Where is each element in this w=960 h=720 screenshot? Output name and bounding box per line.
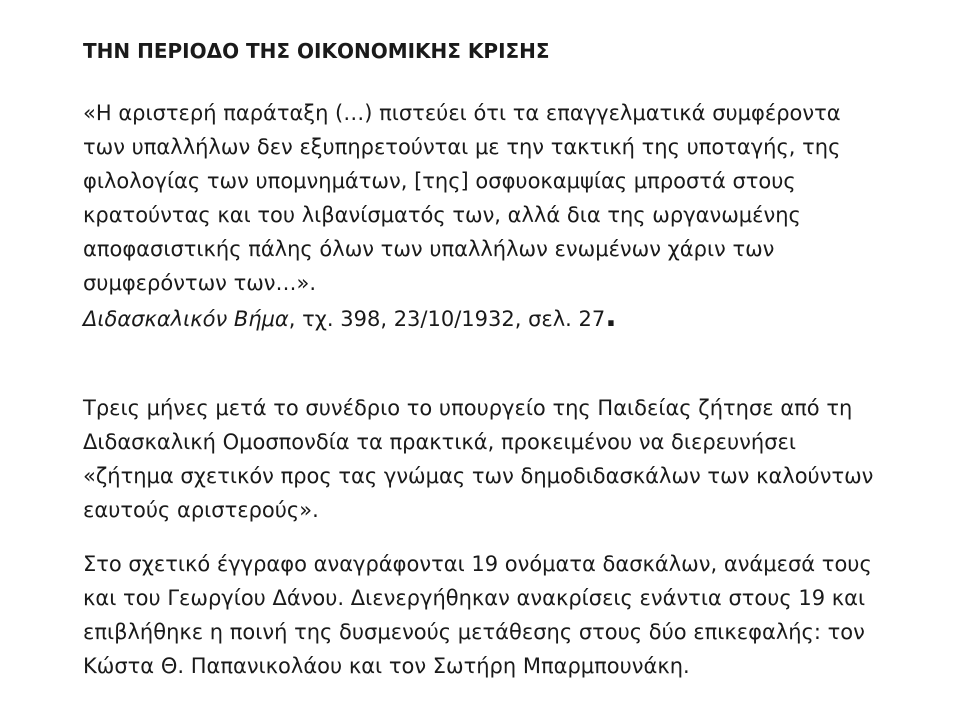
citation-details: , τχ. 398, 23/10/1932, σελ. 27 xyxy=(288,307,606,331)
citation-end: . xyxy=(605,299,617,334)
quote-line: των υπαλλήλων δεν εξυπηρετούνται με την τακτική της υποταγής, της xyxy=(83,135,841,159)
quote-line: αποφασιστικής πάλης όλων των υπαλλήλων ενωμένων χάριν των xyxy=(83,237,775,261)
slide-title: ΤΗΝ ΠΕΡΙΟΔΟ ΤΗΣ ΟΙΚΟΝΟΜΙΚΗΣ ΚΡΙΣΗΣ xyxy=(83,39,550,63)
quote-line: κρατούντας και του λιβανίσματός των, αλλά δια της ωργανωμένης xyxy=(83,203,801,227)
paragraph-line: Κώστα Θ. Παπανικολάου και τον Σωτήρη Μπαρμπουνάκη. xyxy=(83,654,690,678)
paragraph-line: επιβλήθηκε η ποινή της δυσμενούς μετάθεσης στους δύο επικεφαλής: τον xyxy=(83,620,865,644)
paragraph-line: Διδασκαλική Ομοσπονδία τα πρακτικά, προκειμένου να διερευνήσει xyxy=(83,430,796,454)
paragraph-line: και του Γεωργίου Δάνου. Διενεργήθηκαν ανακρίσεις ενάντια στους 19 και xyxy=(83,586,866,610)
paragraph-line: Στο σχετικό έγγραφο αναγράφονται 19 ονόματα δασκάλων, ανάμεσά τους xyxy=(83,552,872,576)
quote-block xyxy=(83,96,883,300)
citation-source: Διδασκαλικόν Βήμα xyxy=(83,307,289,331)
quote-line: φιλολογίας των υπομνημάτων, [της] οσφυοκαμψίας μπροστά στους xyxy=(83,169,796,193)
paragraph-teachers-list xyxy=(83,547,903,683)
citation xyxy=(83,299,617,336)
paragraph-line: εαυτούς αριστερούς». xyxy=(83,498,319,522)
slide xyxy=(83,0,923,720)
paragraph-ministry-request xyxy=(83,391,903,527)
paragraph-line: Τρεις μήνες μετά το συνέδριο το υπουργείο της Παιδείας ζήτησε από τη xyxy=(83,396,853,420)
quote-line: «Η αριστερή παράταξη (…) πιστεύει ότι τα επαγγελματικά συμφέροντα xyxy=(83,101,841,125)
paragraph-line: «ζήτημα σχετικόν προς τας γνώμας των δημοδιδασκάλων των καλούντων xyxy=(83,464,874,488)
quote-line: συμφερόντων των…». xyxy=(83,271,317,295)
